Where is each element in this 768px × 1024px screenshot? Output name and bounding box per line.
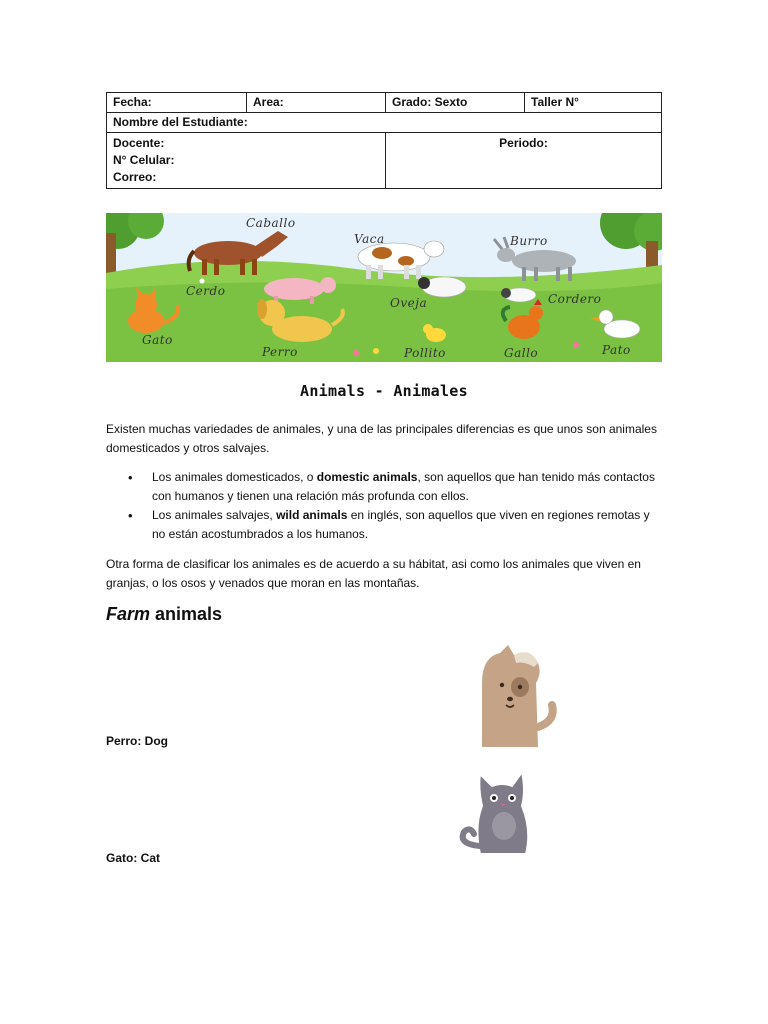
label-perro: Perro bbox=[262, 345, 298, 359]
docente-label: Docente: bbox=[113, 136, 165, 150]
area-cell bbox=[247, 93, 386, 113]
fecha-cell bbox=[107, 93, 247, 113]
label-pato: Pato bbox=[602, 343, 631, 357]
page-title: Animals - Animales bbox=[300, 382, 468, 400]
label-oveja: Oveja bbox=[390, 296, 428, 310]
cat-icon bbox=[456, 766, 540, 858]
celular-label: N° Celular: bbox=[113, 153, 175, 167]
cat-label: Gato: Cat bbox=[106, 851, 160, 865]
farm-animals-illustration bbox=[106, 213, 662, 362]
list-item: • Los animales domesticados, o domestic animals, son aquellos que han tenido más contactos con humanos y tienen una relación más profunda con ellos. bbox=[106, 468, 662, 506]
nombre-cell bbox=[107, 113, 662, 133]
label-gallo: Gallo bbox=[504, 346, 539, 360]
label-pollito: Pollito bbox=[404, 346, 446, 360]
term-wild: wild animals bbox=[276, 508, 348, 522]
fecha-label: Fecha: bbox=[113, 95, 152, 109]
label-burro: Burro bbox=[510, 234, 548, 248]
label-vaca: Vaca bbox=[354, 232, 385, 246]
periodo-cell bbox=[386, 133, 662, 189]
label-cerdo: Cerdo bbox=[186, 284, 226, 298]
taller-label: Taller N° bbox=[531, 95, 579, 109]
section-heading: Farm animals bbox=[106, 604, 223, 624]
grado-cell bbox=[386, 93, 525, 113]
dog-icon bbox=[468, 643, 558, 749]
term-domestic: domestic animals bbox=[316, 470, 418, 484]
animal-types-list bbox=[106, 468, 662, 544]
area-label: Area: bbox=[253, 95, 284, 109]
periodo-label: Periodo: bbox=[499, 136, 548, 150]
label-gato: Gato bbox=[142, 333, 173, 347]
taller-cell bbox=[525, 93, 662, 113]
contact-cell bbox=[107, 133, 386, 189]
nombre-label: Nombre del Estudiante: bbox=[113, 115, 248, 129]
dog-label: Perro: Dog bbox=[106, 734, 169, 748]
grado-label: Grado: Sexto bbox=[392, 95, 468, 109]
intro-paragraph: Existen muchas variedades de animales, y una de las principales diferencias es que unos son animales domesticados y otros salvajes. bbox=[106, 422, 657, 455]
correo-label: Correo: bbox=[113, 170, 157, 184]
label-caballo: Caballo bbox=[246, 216, 296, 230]
header-table bbox=[106, 92, 662, 189]
label-cordero: Cordero bbox=[548, 292, 602, 306]
list-item: • Los animales salvajes, wild animals en inglés, son aquellos que viven en regiones remotas y no están acostumbrados a los humanos. bbox=[106, 506, 662, 544]
habitat-paragraph: Otra forma de clasificar los animales es de acuerdo a su hábitat, asi como los animales que viven en granjas, o los osos y venados que moran en las montañas. bbox=[106, 557, 641, 590]
